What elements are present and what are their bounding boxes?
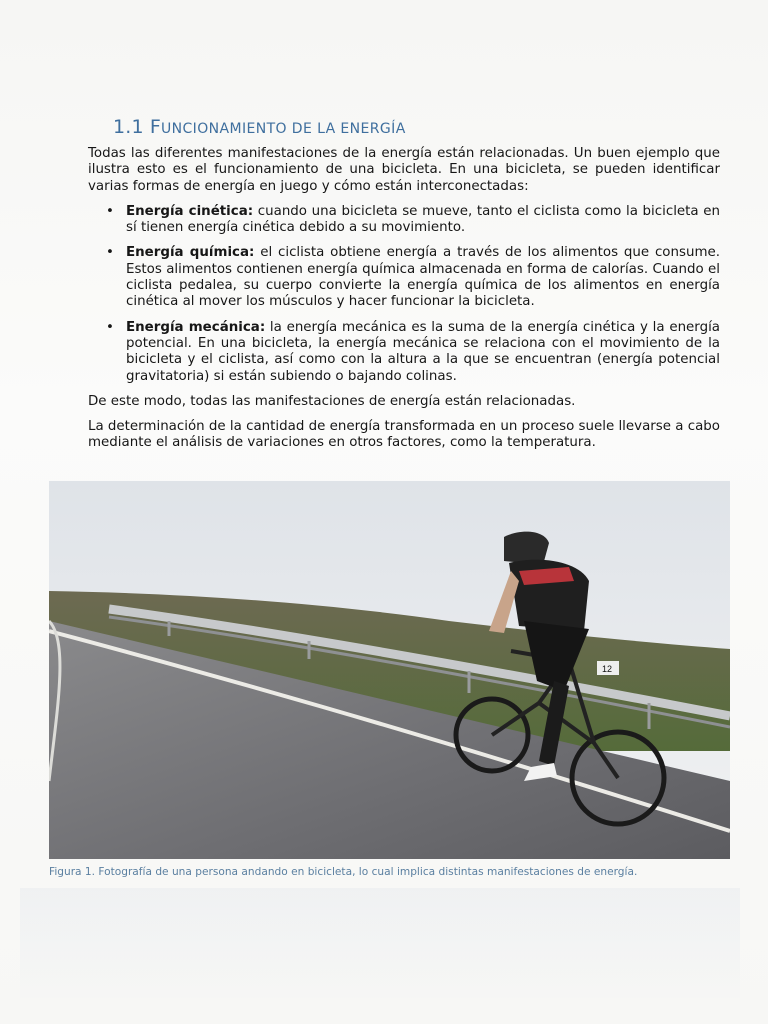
bullet-icon: • <box>106 203 114 219</box>
section-heading <box>113 116 406 138</box>
section-title-rest: UNCIONAMIENTO DE LA ENERGÍA <box>160 121 406 137</box>
energy-list <box>88 204 720 385</box>
section-number: 1.1 <box>113 116 144 138</box>
list-item <box>88 245 720 310</box>
intro-paragraph: Todas las diferentes manifestaciones de la energía están relacionadas. Un buen ejemplo que ilustra esto es el funcionamiento de una bicicleta. En una bicicleta, se pueden identificar varias formas de energía en juego y cómo están interconectadas: <box>88 146 720 194</box>
paragraph: De este modo, todas las manifestaciones de energía están relacionadas. <box>88 393 576 409</box>
list-item-term: Energía mecánica: <box>126 319 266 335</box>
race-bib-number: 12 <box>602 664 613 674</box>
list-item-text: la energía mecánica es la suma de la energía cinética y la energía potencial. En una bicicleta, la energía mecánica se relaciona con el movimiento de la bicicleta y el ciclista, así como con la altura a la que se encuentran (energía potencial gravitatoria) si están subiendo o bajando colinas. <box>126 319 720 384</box>
bullet-icon: • <box>106 245 114 261</box>
figure-caption: Figura 1. Fotografía de una persona andando en bicicleta, lo cual implica distintas manifestaciones de energía. <box>49 866 638 878</box>
bullet-icon: • <box>106 319 114 335</box>
list-item-text: el ciclista obtiene energía a través de los alimentos que consume. Estos alimentos contienen energía química almacenada en forma de calorías. Cuando el ciclista pedalea, su cuerpo convierte la energía química de los alimentos en energía cinética al mover los músculos y hacer funcionar la bicicleta. <box>126 245 720 310</box>
cyclist-photo <box>49 481 730 859</box>
show-through-shading <box>20 888 740 998</box>
list-item-text: cuando una bicicleta se mueve, tanto el ciclista como la bicicleta en sí tienen energía cinética debido a su movimiento. <box>126 203 721 236</box>
list-item-term: Energía cinética: <box>126 203 254 219</box>
paragraph: La determinación de la cantidad de energía transformada en un proceso suele llevarse a cabo mediante el análisis de variaciones en otros factores, como la temperatura. <box>88 419 720 451</box>
body-text <box>88 146 720 461</box>
list-item-term: Energía química: <box>126 245 255 261</box>
list-item <box>88 320 720 385</box>
section-title-initial: F <box>149 116 161 138</box>
list-item <box>88 204 720 237</box>
